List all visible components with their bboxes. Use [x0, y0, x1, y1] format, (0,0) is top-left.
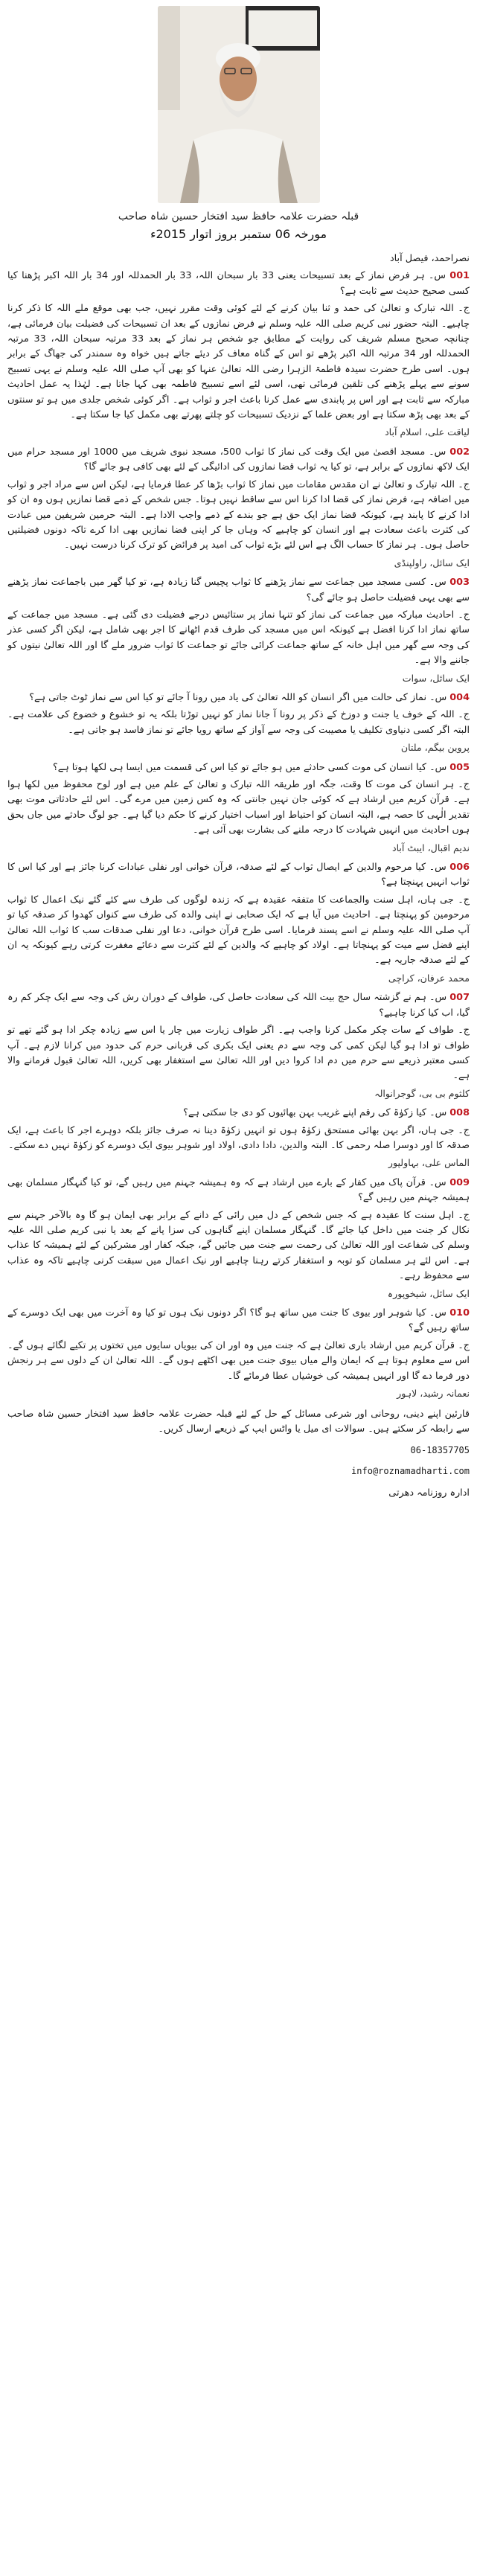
questioner-name: ایک سائل، شیخوپورہ [387, 1287, 470, 1299]
question-text: س۔ نماز کی حالت میں اگر انسان کو اللہ تعالیٰ کی یاد میں رونا آ جائے تو کیا اس سے نماز ٹوٹ جاتی ہے؟ [29, 691, 447, 703]
question [7, 1106, 470, 1121]
question-text: س۔ مسجد اقصیٰ میں ایک وقت کی نماز کا ثواب 500، مسجد نبوی شریف میں 1000 اور مسجد حرام میں ایک لاکھ نمازوں کے برابر ہے، تو کیا یہ ثواب قضا نمازوں کی ادائیگی کے لئے بھی کافی ہو جائے گا؟ [7, 446, 470, 473]
portrait-frame [7, 6, 470, 203]
question [7, 1306, 470, 1336]
questioner-name: لیاقت علی، اسلام آباد [385, 426, 470, 438]
question [7, 445, 470, 475]
questioner-name: ایک سائل، راولپنڈی [394, 557, 470, 568]
publisher-credit: ادارہ روزنامہ دھرتی [388, 1487, 470, 1499]
answer-text: ج۔ احادیث مبارکہ میں جماعت کی نماز کو تنہا نماز پر ستائیس درجے فضیلت دی گئی ہے۔ مسجد میں جماعت کے ساتھ نماز ادا کرنا افضل ہے کیونکہ اس میں مسجد کی طرف قدم اٹھانے کا اجر بھی شامل ہے، لیکن اگر کسی عذر کی وجہ سے گھر میں اہل خانہ کے ساتھ جماعت کرائی جائے تو جماعت کا ثواب ضرور ملے گا اور اللہ تعالیٰ نیتوں کو جاننے والا ہے۔ [7, 609, 470, 667]
scholar-portrait-image [158, 6, 320, 203]
question-text: س۔ کیا مرحوم والدین کے ایصال ثواب کے لئے صدقہ، قرآن خوانی اور نفلی عبادات کرنا جائز ہے اور کیا اس کا ثواب انہیں پہنچتا ہے؟ [7, 862, 470, 888]
question-text: س۔ قرآن پاک میں کفار کے بارے میں ارشاد ہے کہ وہ ہمیشہ جہنم میں رہیں گے، تو کیا گنہگار مسلمان بھی ہمیشہ جہنم میں رہیں گے؟ [7, 1176, 470, 1204]
question-number: 005 [449, 761, 470, 773]
question-text: س۔ ہر فرض نماز کے بعد تسبیحات یعنی 33 بار سبحان اللہ، 33 بار الحمدللہ اور 34 بار اللہ اکبر پڑھنا کیا کسی صحیح حدیث سے ثابت ہے؟ [7, 270, 470, 297]
intro-byline: نصراحمد، فیصل آباد [389, 253, 470, 264]
questioner-name: محمد عرفان، کراچی [388, 972, 470, 984]
question [7, 575, 470, 606]
answer-text: ج۔ اہل سنت کا عقیدہ ہے کہ جس شخص کے دل میں رائی کے دانے کے برابر بھی ایمان ہو گا وہ بالآخر جہنم سے نکال کر جنت میں داخل کیا جائے گا۔ گنہگار مسلمان اپنے گناہوں کی سزا پانے کے بعد یا نبی کریم صلی اللہ علیہ وسلم کی شفاعت اور اللہ تعالیٰ کی رحمت سے جنت میں جائیں گے، جبکہ کفار اور مشرکین کے لئے ہمیشہ کا عذاب ہے۔ اس لئے ہر مسلمان کو توبہ و استغفار کرتے رہنا چاہیے اور نیک اعمال میں سبقت کرنی چاہیے تاکہ وہ عذاب سے محفوظ رہے۔ [7, 1209, 470, 1282]
answer-text: ج۔ اللہ کے خوف یا جنت و دوزخ کے ذکر پر رونا آ جانا نماز کو نہیں توڑتا بلکہ یہ تو خشوع و خضوع کی علامت ہے۔ البتہ اگر کسی دنیاوی تکلیف یا مصیبت کی وجہ سے آواز کے ساتھ رویا جائے تو نماز فاسد ہو جاتی ہے۔ [7, 709, 470, 736]
answer-text: ج۔ جی ہاں، اہل سنت والجماعت کا متفقہ عقیدہ ہے کہ زندہ لوگوں کی طرف سے کئے گئے نیک اعمال کا ثواب مرحومین کو پہنچتا ہے۔ احادیث میں آیا ہے کہ ایک صحابی نے اپنی والدہ کی طرف سے کنواں کھدوا کر صدقہ کیا تو آپ صلی اللہ علیہ وسلم نے اسے پسند فرمایا۔ اسی طرح قرآن خوانی، دعا اور نفلی صدقات سب کا ثواب اللہ تعالیٰ اپنے فضل سے میت کو پہنچاتا ہے۔ اولاد کو چاہیے کہ والدین کے لئے کثرت سے دعائے مغفرت کرتی رہے کیونکہ یہ ان کے لئے صدقہ جاریہ ہے۔ [7, 894, 470, 967]
contact-note: قارئین اپنے دینی، روحانی اور شرعی مسائل کے حل کے لئے قبلہ حضرت علامہ حافظ سید افتخار حسین شاہ صاحب سے رابطہ کر سکتے ہیں۔ سوالات ای میل یا واٹس ایپ کے ذریعے ارسال کریں۔ [7, 1409, 470, 1435]
questioner-name: ندیم اقبال، ایبٹ آباد [391, 842, 470, 853]
question [7, 1176, 470, 1206]
answer-text: ج۔ ہر انسان کی موت کا وقت، جگہ اور طریقہ اللہ تبارک و تعالیٰ کے علم میں ہے اور لوح محفوظ میں لکھا ہوا ہے۔ قرآن کریم میں ارشاد ہے کہ کوئی جان نہیں جانتی کہ وہ کس زمین میں مرے گی۔ اس لئے حادثاتی موت بھی تقدیر الٰہی کا حصہ ہے، البتہ انسان کو احتیاط اور اسباب اختیار کرنے کا حکم دیا گیا ہے۔ جو لوگ حادثے میں جاں بحق ہوں احادیث میں انہیں شہادت کا درجہ ملنے کی بشارت بھی آئی ہے۔ [7, 779, 470, 836]
question-number: 010 [449, 1307, 470, 1319]
answer-text: ج۔ طواف کے سات چکر مکمل کرنا واجب ہے۔ اگر طواف زیارت میں چار یا اس سے زیادہ چکر ادا ہو گئے تھے تو طواف تو ادا ہو گیا لیکن کمی کی وجہ سے دم یعنی ایک بکری کی قربانی حرم کی حدود میں کرانا لازم ہے۔ آپ کسی معتبر ذریعے سے حرم میں دم ادا کروا دیں اور اللہ تعالیٰ سے استغفار بھی کریں، اللہ تعالیٰ قبول فرمانے والا ہے۔ [7, 1025, 470, 1082]
answer-text: ج۔ قرآن کریم میں ارشاد باری تعالیٰ ہے کہ جنت میں وہ اور ان کی بیویاں سایوں میں تختوں پر تکیے لگائے ہوں گے۔ اس سے معلوم ہوتا ہے کہ ایمان والے میاں بیوی جنت میں بھی اکٹھے ہوں گے۔ اللہ تعالیٰ ان کے دلوں سے ہر رنجش دور فرما دے گا اور انہیں ہمیشہ کی خوشیاں عطا فرمائے گا۔ [7, 1339, 470, 1382]
answer-text: ج۔ جی ہاں، اگر بہن بھائی مستحق زکوٰۃ ہوں تو انہیں زکوٰۃ دینا نہ صرف جائز بلکہ دوہرے اجر کا باعث ہے، ایک صدقہ کا اور دوسرا صلہ رحمی کا۔ البتہ والدین، دادا دادی، اولاد اور شوہر بیوی ایک دوسرے کو زکوٰۃ نہیں دے سکتے۔ [7, 1124, 470, 1151]
question-text: س۔ کیا انسان کی موت کسی حادثے میں ہو جائے تو کیا اس کی قسمت میں ایسا ہی لکھا ہوتا ہے؟ [52, 761, 447, 773]
questioner-name: نعمانہ رشید، لاہور [397, 1388, 470, 1400]
question [7, 990, 470, 1021]
questioner-name: پروین بیگم، ملتان [400, 742, 470, 754]
question-text: س۔ ہم نے گزشتہ سال حج بیت اللہ کی سعادت حاصل کی، طواف کے دوران رش کی وجہ سے ایک چکر کم رہ گیا، اب کیا کرنا چاہیے؟ [7, 992, 470, 1019]
question [7, 760, 470, 775]
question-number: 003 [449, 577, 470, 589]
publish-date: مورخہ 06 ستمبر بروز اتوار 2015ء [150, 227, 327, 241]
question [7, 269, 470, 299]
qa-column [7, 251, 470, 1502]
question-number: 001 [449, 270, 470, 282]
question [7, 860, 470, 891]
questioner-name: کلثوم بی بی، گوجرانوالہ [374, 1087, 470, 1099]
question-number: 008 [449, 1107, 470, 1119]
question-number: 004 [449, 691, 470, 703]
answer-text: ج۔ اللہ تبارک و تعالیٰ نے ان مقدس مقامات میں نماز کا ثواب بڑھا کر عطا فرمایا ہے، لیکن اس سے مراد اجر و ثواب میں اضافہ ہے، فرض نماز کی قضا ادا کرنا اس سے ساقط نہیں ہوتا۔ جس شخص کے ذمے قضا نمازیں ہوں وہ ان کو ادا کرنے کا پابند ہے، کیونکہ قضا نماز ایک حق ہے جو بندے کے ذمے واجب الادا ہے۔ البتہ حرمین شریفین میں عبادت کی کثرت باعث سعادت ہے اور انسان کو چاہیے کہ وہاں جا کر اپنی قضا نمازیں بھی ادا کرے تاکہ دونوں فضیلتیں حاصل ہوں۔ ہر نماز کا حساب الگ ہے اس لئے بڑے ثواب کی امید پر فرائض کو ترک کرنا درست نہیں۔ [7, 478, 470, 551]
question-number: 006 [449, 862, 470, 874]
answer-text: ج۔ اللہ تبارک و تعالیٰ کی حمد و ثنا بیان کرنے کے لئے کوئی وقت مقرر نہیں، جب بھی موقع ملے اللہ کا ذکر کرنا چاہیے۔ البتہ حضور نبی کریم صلی اللہ علیہ وسلم نے فرض نمازوں کے بعد ان تسبیحات کی فضیلت بیان فرمائی ہے، چنانچہ صحیح مسلم شریف کی روایت کے مطابق جو شخص ہر نماز کے بعد 33 مرتبہ سبحان اللہ، 33 مرتبہ الحمدللہ اور 34 مرتبہ اللہ اکبر پڑھے تو اس کے گناہ معاف کر دیئے جاتے ہیں خواہ وہ سمندر کی جھاگ کے برابر ہوں۔ اسی طرح حضرت سیدہ فاطمۃ الزہرا رضی اللہ تعالیٰ عنہا کو بھی آپ صلی اللہ علیہ وسلم نے یہی تسبیح سونے سے پہلے پڑھنے کی تلقین فرمائی تھی، اسی لئے اسے تسبیح فاطمہ بھی کہا جاتا ہے۔ لہٰذا یہ عمل احادیث مبارکہ سے ثابت ہے اور اس پر پابندی سے عمل کرنا باعث اجر و ثواب ہے۔ اگر کوئی شخص جلدی میں ہو تو سنتوں کے بعد بھی پڑھ سکتا ہے اور بعض علما کے نزدیک تسبیحات کو چلتے پھرتے بھی مکمل کیا جا سکتا ہے۔ [7, 303, 470, 421]
contact-email-link[interactable]: info@roznamadharti.com [351, 1466, 470, 1477]
question-text: س۔ کیا زکوٰۃ کی رقم اپنے غریب بہن بھائیوں کو دی جا سکتی ہے؟ [183, 1107, 447, 1119]
question-text: س۔ کیا شوہر اور بیوی کا جنت میں ساتھ ہو گا؟ اگر دونوں نیک ہوں تو کیا وہ آخرت میں بھی ایک دوسرے کے ساتھ رہیں گے؟ [7, 1307, 470, 1334]
question [7, 691, 470, 705]
portrait-caption: قبلہ حضرت علامہ حافظ سید افتخار حسین شاہ صاحب [118, 211, 359, 222]
questioner-name: ایک سائل، سوات [402, 672, 470, 684]
questioner-name: الماس علی، بہاولپور [388, 1157, 470, 1169]
contact-phone: 06-18357705 [410, 1445, 470, 1456]
question-number: 002 [449, 446, 470, 458]
question-text: س۔ کسی مسجد میں جماعت سے نماز پڑھنے کا ثواب پچیس گنا زیادہ ہے، تو کیا گھر میں باجماعت نماز پڑھنے سے بھی یہی فضیلت حاصل ہو جائے گی؟ [7, 577, 470, 603]
question-number: 007 [449, 992, 470, 1004]
question-number: 009 [449, 1176, 470, 1188]
